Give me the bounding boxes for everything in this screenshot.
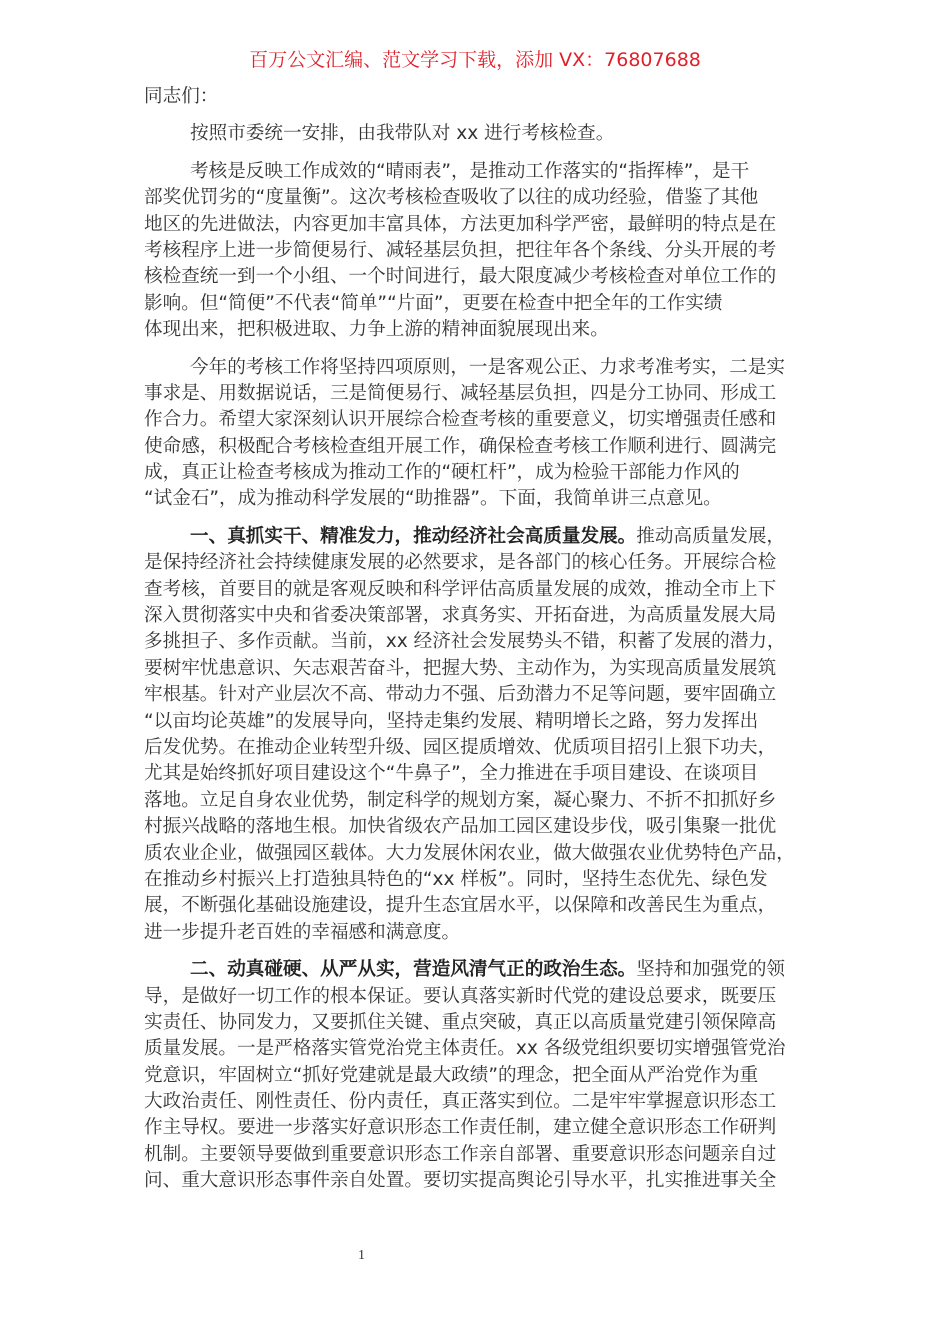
section-heading: 二、动真碰硬、从严从实，营造风清气正的政治生态。 [190, 959, 637, 981]
greeting [144, 84, 804, 110]
page-number: 1 [358, 1248, 365, 1263]
text-line: 机制。主要领导要做到重要意识形态工作亲自部署、重要意识形态问题亲自过 [144, 1143, 777, 1165]
paragraph [144, 121, 804, 147]
text-line: 展，不断强化基础设施建设，提升生态宜居水平，以保障和改善民生为重点， [144, 895, 777, 917]
text-line: 大政治责任、刚性责任、份内责任，真正落实到位。二是牢牢掌握意识形态工 [144, 1091, 777, 1113]
text-line: 尤其是始终抓好项目建设这个“牛鼻子”，全力推进在手项目建设、在谈项目 [144, 763, 759, 785]
text-line: 地区的先进做法，内容更加丰富具体，方法更加科学严密，最鲜明的特点是在 [144, 213, 777, 235]
text-line: 后发优势。在推动企业转型升级、园区提质增效、优质项目招引上狠下功夫， [144, 736, 777, 758]
text-line: 事求是、用数据说话，三是简便易行、减轻基层负担，四是分工协同、形成工 [144, 382, 777, 404]
text-line: 牢根基。针对产业层次不高、带动力不强、后劲潜力不足等问题，要牢固确立 [144, 684, 777, 706]
text-line: 要树牢忧患意识、矢志艰苦奋斗，把握大势、主动作为，为实现高质量发展筑 [144, 657, 777, 679]
watermark-header: 百万公文汇编、范文学习下载，添加 VX：76807688 [249, 49, 701, 71]
text-line: 影响。但“简便”不代表“简单”“片面”，更要在检查中把全年的工作实绩 [144, 292, 723, 314]
section-heading-line [144, 957, 804, 983]
section-heading-line [144, 524, 804, 550]
text-line: 质量发展。一是严格落实管党治党主体责任。xx 各级党组织要切实增强管党治 [144, 1038, 786, 1060]
text-line: 按照市委统一安排，由我带队对 xx 进行考核检查。 [190, 123, 615, 145]
text-line: 考核程序上进一步简便易行、减轻基层负担，把往年各个条线、分头开展的考 [144, 239, 777, 261]
paragraph [144, 159, 804, 344]
text-line: 在推动乡村振兴上打造独具特色的“xx 样板”。同时，坚持生态优先、绿色发 [144, 868, 768, 890]
paragraph [144, 355, 804, 513]
section-two [144, 957, 804, 1195]
text-line: 作主导权。要进一步落实好意识形态工作责任制，建立健全意识形态工作研判 [144, 1117, 777, 1139]
text-line: 多挑担子、多作贡献。当前，xx 经济社会发展势头不错，积蓄了发展的潜力， [144, 631, 786, 653]
text-line: 成，真正让检查考核成为推动工作的“硬杠杆”，成为检验干部能力作风的 [144, 462, 740, 484]
text-line: 问、重大意识形态事件亲自处置。要切实提高舆论引导水平，扎实推进事关全 [144, 1170, 777, 1192]
section-text: 推动高质量发展， [636, 525, 786, 547]
text-line: 深入贯彻落实中央和省委决策部署，求真务实、开拓奋进，为高质量发展大局 [144, 605, 777, 627]
document-body [144, 84, 804, 1195]
text-line: 使命感，积极配合考核检查组开展工作，确保检查考核工作顺利进行、圆满完 [144, 435, 777, 457]
greeting-line: 同志们： [144, 86, 219, 107]
section-text: 坚持和加强党的领 [636, 959, 786, 981]
text-line: 今年的考核工作将坚持四项原则，一是客观公正、力求考准考实，二是实 [190, 356, 786, 378]
text-line: “以亩均论英雄”的发展导向，坚持走集约发展、精明增长之路，努力发挥出 [144, 710, 759, 732]
text-line: 进一步提升老百姓的幸福感和满意度。 [144, 921, 461, 943]
text-line: 导，是做好一切工作的根本保证。要认真落实新时代党的建设总要求，既要压 [144, 985, 777, 1007]
text-line: 实责任、协同发力，又要抓住关键、重点突破，真正以高质量党建引领保障高 [144, 1011, 777, 1033]
text-line: 村振兴战略的落地生根。加快省级农产品加工园区建设步伐，吸引集聚一批优 [144, 816, 777, 838]
text-line: 党意识，牢固树立“抓好党建就是最大政绩”的理念，把全面从严治党作为重 [144, 1064, 759, 1086]
section-heading: 一、真抓实干、精准发力，推动经济社会高质量发展。 [190, 525, 637, 547]
text-line: 落地。立足自身农业优势，制定科学的规划方案，凝心聚力、不折不扣抓好乡 [144, 789, 777, 811]
text-line: 部奖优罚劣的“度量衡”。这次考核检查吸收了以往的成功经验，借鉴了其他 [144, 187, 759, 209]
text-line: 考核是反映工作成效的“晴雨表”，是推动工作落实的“指挥棒”，是干 [190, 160, 750, 182]
text-line: 作合力。希望大家深刻认识开展综合检查考核的重要意义，切实增强责任感和 [144, 409, 777, 431]
section-lines [144, 550, 804, 946]
section-one [144, 524, 804, 946]
text-line: 是保持经济社会持续健康发展的必然要求，是各部门的核心任务。开展综合检 [144, 552, 777, 574]
text-line: 体现出来，把积极进取、力争上游的精神面貌展现出来。 [144, 319, 609, 341]
text-line: 查考核，首要目的就是客观反映和科学评估高质量发展的成效，推动全市上下 [144, 578, 777, 600]
text-line: 质农业企业，做强园区载体。大力发展休闲农业，做大做强农业优势特色产品， [144, 842, 795, 864]
text-line: 核检查统一到一个小组、一个时间进行，最大限度减少考核检查对单位工作的 [144, 266, 777, 288]
section-lines [144, 984, 804, 1195]
text-line: “试金石”，成为推动科学发展的“助推器”。下面，我简单讲三点意见。 [144, 488, 722, 510]
